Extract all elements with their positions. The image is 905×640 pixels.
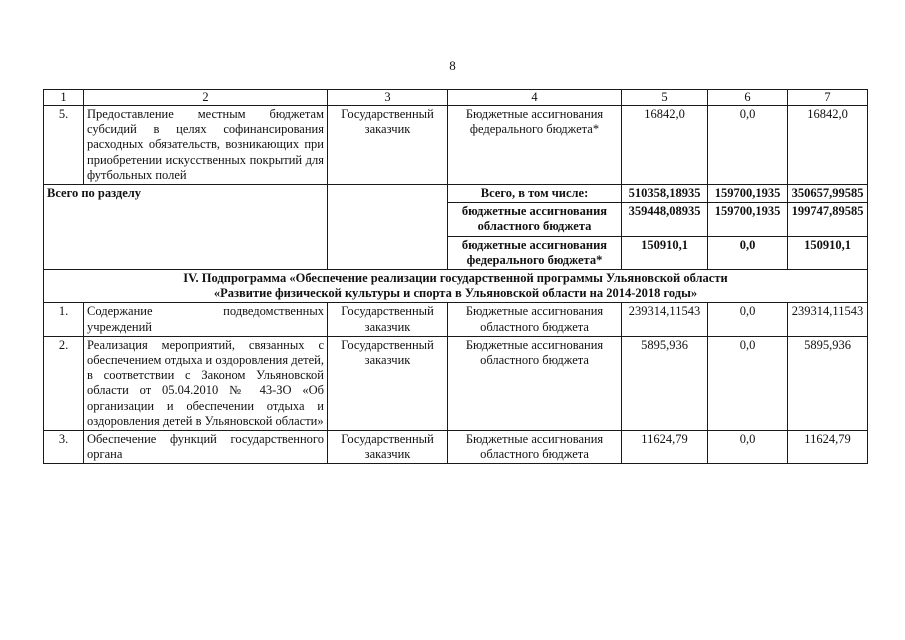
- customer: Государственный заказчик: [328, 431, 448, 464]
- customer: Государственный заказчик: [328, 303, 448, 336]
- value-col-7: 239314,11543: [788, 303, 868, 336]
- value-col-5: 11624,79: [622, 431, 708, 464]
- budget-table: [43, 89, 868, 464]
- federal-value-col-6: 0,0: [708, 236, 788, 269]
- oblast-value-col-6: 159700,1935: [708, 203, 788, 236]
- event-name: Реализация мероприятий, связанных с обеспечением отдыха и оздоровления детей, в соответствии с Законом Ульяновской области от 05.04.2010 № 43-ЗО «Об организации и обеспечении отдыха и оздоровления детей в Ульяновской области»: [84, 336, 328, 430]
- section-title-line-2: «Развитие физической культуры и спорта в Ульяновской области на 2014-2018 годы»: [213, 286, 698, 301]
- page-number: 8: [449, 58, 456, 73]
- total-value-col-6: 159700,1935: [708, 185, 788, 203]
- table-row: [44, 431, 868, 464]
- oblast-value-col-7: 199747,89585: [788, 203, 868, 236]
- total-empty-cell: [328, 185, 448, 270]
- table-row: [44, 303, 868, 336]
- event-name: Предоставление местным бюджетам субсидий в целях софинансирования расходных обязательств, возникающих при приобретении искусственных покрытий для футбольных полей: [84, 106, 328, 185]
- row-number: 2.: [44, 336, 84, 430]
- value-col-5: 5895,936: [622, 336, 708, 430]
- oblast-value-col-5: 359448,08935: [622, 203, 708, 236]
- header-col-2: 2: [84, 90, 328, 106]
- value-col-7: 5895,936: [788, 336, 868, 430]
- federal-value-col-5: 150910,1: [622, 236, 708, 269]
- value-col-6: 0,0: [708, 303, 788, 336]
- total-federal-label: бюджетные ассигнования федерального бюджета*: [448, 236, 622, 269]
- total-subtotal-label: Всего, в том числе:: [448, 185, 622, 203]
- value-col-6: 0,0: [708, 106, 788, 185]
- header-col-5: 5: [622, 90, 708, 106]
- section-title-line-1: IV. Подпрограмма «Обеспечение реализации государственной программы Ульяновской области: [183, 271, 728, 286]
- federal-value-col-7: 150910,1: [788, 236, 868, 269]
- header-row: [44, 90, 868, 106]
- total-label: Всего по разделу: [44, 185, 328, 270]
- value-col-5: 239314,11543: [622, 303, 708, 336]
- value-col-5: 16842,0: [622, 106, 708, 185]
- customer: Государственный заказчик: [328, 106, 448, 185]
- row-number: 3.: [44, 431, 84, 464]
- total-value-col-5: 510358,18935: [622, 185, 708, 203]
- header-col-1: 1: [44, 90, 84, 106]
- funding-source: Бюджетные ассигнования областного бюджета: [448, 431, 622, 464]
- header-col-7: 7: [788, 90, 868, 106]
- total-row: [44, 185, 868, 203]
- total-value-col-7: 350657,99585: [788, 185, 868, 203]
- table-row: [44, 336, 868, 430]
- value-col-7: 16842,0: [788, 106, 868, 185]
- event-name: Содержание подведомственных учреждений: [84, 303, 328, 336]
- section-title-row: [44, 270, 868, 303]
- funding-source: Бюджетные ассигнования областного бюджета: [448, 303, 622, 336]
- funding-source: Бюджетные ассигнования областного бюджета: [448, 336, 622, 430]
- value-col-6: 0,0: [708, 336, 788, 430]
- header-col-3: 3: [328, 90, 448, 106]
- row-number: 5.: [44, 106, 84, 185]
- row-number: 1.: [44, 303, 84, 336]
- table-row: [44, 106, 868, 185]
- header-col-6: 6: [708, 90, 788, 106]
- value-col-7: 11624,79: [788, 431, 868, 464]
- funding-source: Бюджетные ассигнования федерального бюджета*: [448, 106, 622, 185]
- header-col-4: 4: [448, 90, 622, 106]
- customer: Государственный заказчик: [328, 336, 448, 430]
- section-title: [44, 270, 868, 303]
- value-col-6: 0,0: [708, 431, 788, 464]
- total-oblast-label: бюджетные ассигнования областного бюджета: [448, 203, 622, 236]
- event-name: Обеспечение функций государственного органа: [84, 431, 328, 464]
